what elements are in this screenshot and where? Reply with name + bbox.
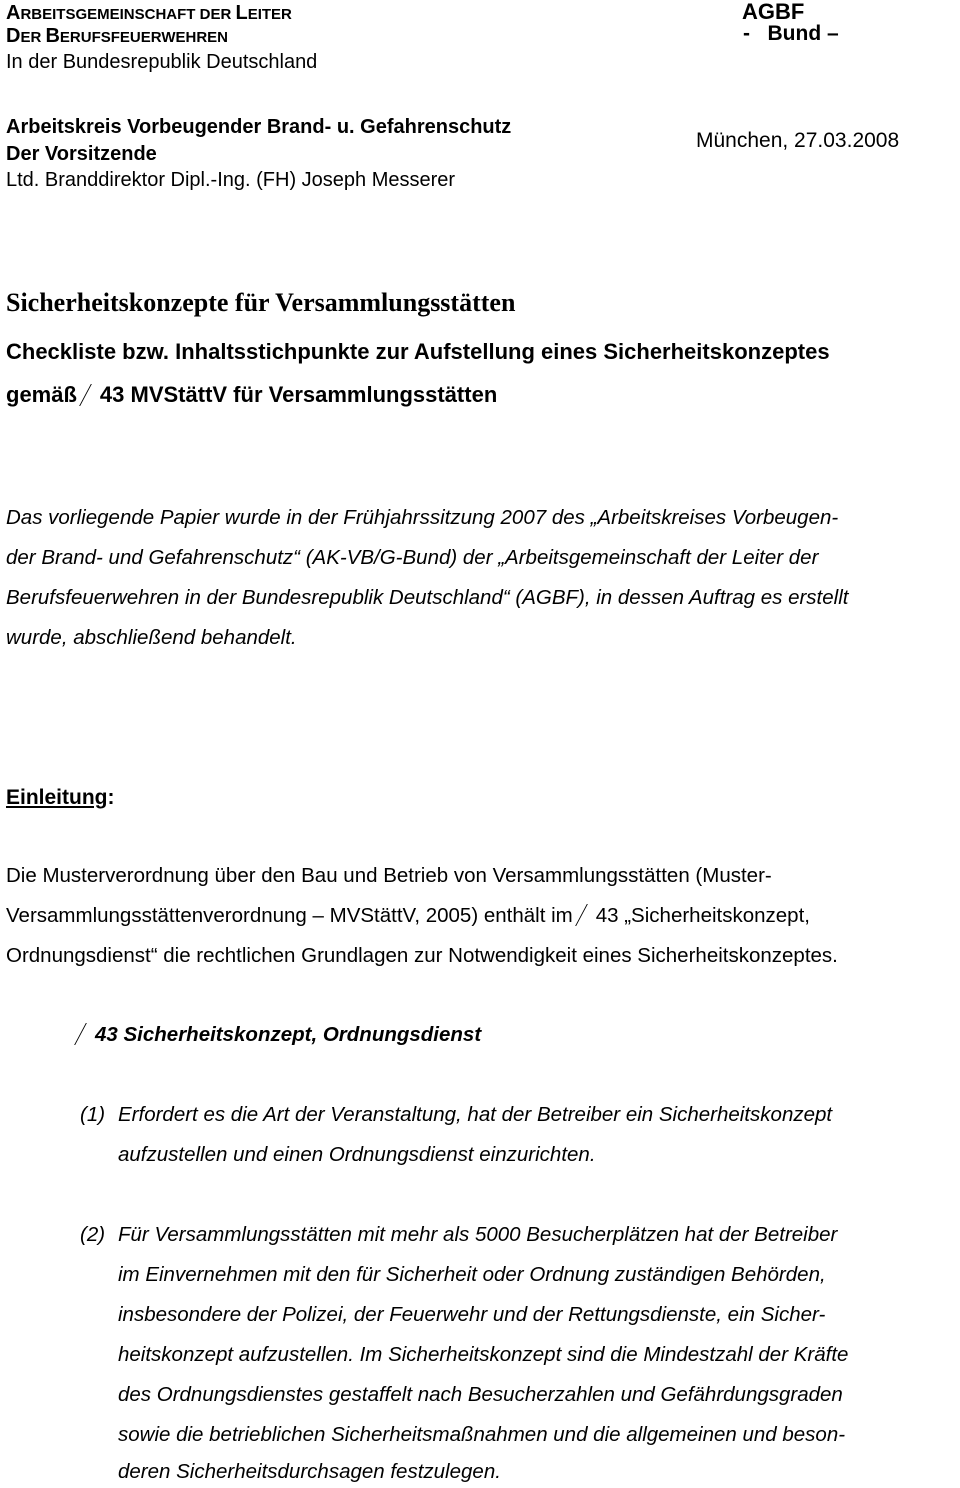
org-level: - Bund – xyxy=(743,22,839,45)
intro-line-4: wurde, abschließend behandelt. xyxy=(6,626,297,649)
einleitung-line-1: Die Musterverordnung über den Bau und Betrieb von Versammlungsstätten (Muster- xyxy=(6,864,772,887)
org-initial-b: B xyxy=(45,25,60,47)
intro-line-2: der Brand- und Gefahrenschutz“ (AK-VB/G-Bund) der „Arbeitsgemeinschaft der Leiter der xyxy=(6,546,819,569)
einleitung-line-2-post: 43 „Sicherheitskonzept, xyxy=(595,904,810,927)
chair-title: Der Vorsitzende xyxy=(6,143,157,165)
paragraph-sign-icon xyxy=(575,904,588,926)
item-2-line-3: insbesondere der Polizei, der Feuerwehr und der Rettungsdienste, ein Sicher- xyxy=(118,1303,826,1326)
item-2-line-6: sowie die betrieblichen Sicherheitsmaßnahmen und die allgemeinen und beson- xyxy=(118,1423,846,1446)
org-abbreviation: AGBF xyxy=(742,0,805,24)
paragraph-title-text: 43 Sicherheitskonzept, Ordnungsdienst xyxy=(95,1023,482,1046)
item-2-line-5: des Ordnungsdienstes gestaffelt nach Besucherzahlen und Gefährdungsgraden xyxy=(118,1383,843,1406)
org-rest-d: ER xyxy=(20,29,46,46)
item-1-line-1: Erfordert es die Art der Veranstaltung, hat der Betreiber ein Sicherheitskonzept xyxy=(118,1103,833,1126)
org-rest-b: ERUFSFEUERWEHREN xyxy=(59,29,228,46)
section-heading xyxy=(6,786,115,810)
section-heading-colon: : xyxy=(107,786,115,809)
org-name-line2 xyxy=(6,23,228,51)
chair-name: Ltd. Branddirektor Dipl.-Ing. (FH) Joseph Messerer xyxy=(6,169,456,191)
place-date: München, 27.03.2008 xyxy=(696,129,900,152)
einleitung-line-2 xyxy=(6,904,810,928)
item-2-line-4: heitskonzept aufzustellen. Im Sicherheitskonzept sind die Mindestzahl der Kräfte xyxy=(118,1343,849,1366)
subtitle-line1: Checkliste bzw. Inhaltsstichpunkte zur Aufstellung eines Sicherheitskonzeptes xyxy=(6,339,830,364)
intro-line-3: Berufsfeuerwehren in der Bundesrepublik Deutschland“ (AGBF), in dessen Auftrag es erstellt xyxy=(6,586,849,609)
item-1-line-2: aufzustellen und einen Ordnungsdienst einzurichten. xyxy=(118,1143,596,1166)
item-number-2: (2) xyxy=(80,1223,106,1246)
paragraph-sign-icon xyxy=(74,1023,87,1045)
subtitle-post: 43 MVStättV für Versammlungsstätten xyxy=(99,382,498,407)
item-2-line-1: Für Versammlungsstätten mit mehr als 5000 Besucherplätzen hat der Betreiber xyxy=(118,1223,838,1246)
item-2-line-7: deren Sicherheitsdurchsagen festzulegen. xyxy=(118,1460,501,1483)
subtitle-line2 xyxy=(6,382,497,408)
committee-name: Arbeitskreis Vorbeugender Brand- u. Gefahrenschutz xyxy=(6,116,512,138)
document-title: Sicherheitskonzepte für Versammlungsstätten xyxy=(6,288,516,317)
org-rest-a: RBEITSGEMEINSCHAFT DER xyxy=(20,6,236,23)
einleitung-line-2-pre: Versammlungsstättenverordnung – MVStättV, 2005) enthält im xyxy=(6,904,573,927)
org-initial-a: A xyxy=(6,2,21,24)
einleitung-line-3: Ordnungsdienst“ die rechtlichen Grundlagen zur Notwendigkeit eines Sicherheitskonzeptes. xyxy=(6,944,838,967)
item-number-1: (1) xyxy=(80,1103,106,1126)
org-initial-l: L xyxy=(235,2,248,24)
org-rest-l: EITER xyxy=(247,6,292,23)
paragraph-title xyxy=(80,1023,481,1047)
org-initial-d: D xyxy=(6,25,21,47)
section-heading-text: Einleitung xyxy=(6,786,108,809)
org-country: In der Bundesrepublik Deutschland xyxy=(6,51,318,73)
subtitle-pre: gemäß xyxy=(6,382,77,407)
item-2-line-2: im Einvernehmen mit den für Sicherheit oder Ordnung zuständigen Behörden, xyxy=(118,1263,826,1286)
paragraph-sign-icon xyxy=(79,384,92,406)
intro-line-1: Das vorliegende Papier wurde in der Frühjahrssitzung 2007 des „Arbeitskreises Vorbeugen- xyxy=(6,506,839,529)
